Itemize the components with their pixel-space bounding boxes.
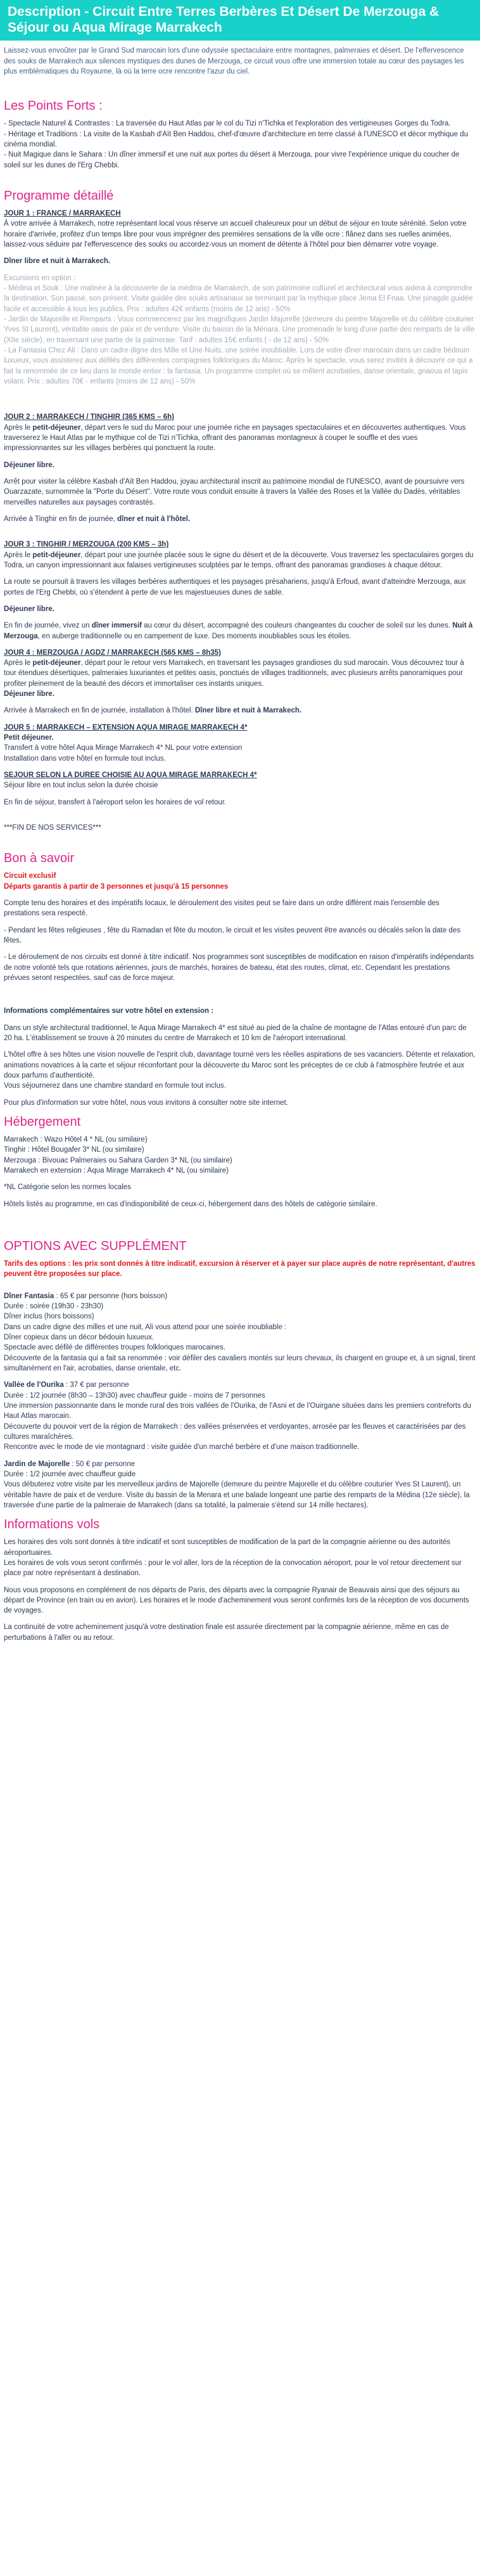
- day-1: [4, 209, 476, 387]
- informations-vols-heading: Informations vols: [4, 1517, 100, 1532]
- hebergement-note: *NL Catégorie selon les normes locales: [4, 1183, 131, 1192]
- day-4-lead: [4, 658, 476, 689]
- day-5-breakfast: Petit déjeuner.: [4, 734, 54, 742]
- stay-line: Séjour libre en tout inclus selon la durée choisie: [4, 782, 158, 790]
- text-fragment: , départ pour le retour vers Marrakech, en traversant les paysages grandioses du sud marocain. Vous découvrez tour à tour étendues désertiques, palmeraies luxuriantes et petites oasis, ponctués de villages traditionnels, avec plusieurs arrêts panoramiques pour profiter pleinement de la beauté des décors et immortaliser ces instants uniques.: [4, 659, 464, 688]
- vols-para: La continuité de votre acheminement jusqu'à votre destination finale est assurée directement par la compagnie aérienne, même en cas de perturbations à l'aller ou au retour.: [4, 1623, 449, 1642]
- day-5-line: Transfert à votre hôtel Aqua Mirage Marrakech 4* NL pour votre extension: [4, 744, 243, 752]
- option-title-line: [4, 1380, 476, 1390]
- option-price: : 50 € par personne: [70, 1460, 136, 1468]
- option-line: Vous débuterez votre visite par les merveilleux jardins de Majorelle (demeure du peintre Majorelle et du célèbre couturier Yves St Laurent), un véritable havre de paix et de verdure. Visite du bassin de la Menara et une balade longeant une partie des remparts de la Médina (12e siècle), la traversée d'une partie de la palmeraie de Marrakech (dans sa totalité, la palmeraie s'étend sur 14 mille hectares).: [4, 1481, 470, 1509]
- excursions-label: Excursions en option :: [4, 274, 76, 282]
- day-3-lead: [4, 550, 476, 571]
- option-price: : 65 € par personne (hors boisson): [54, 1292, 168, 1300]
- day-3-title: JOUR 3 : TINGHIR / MERZOUGA (200 KMS – 3h): [4, 541, 169, 549]
- day-1-title: JOUR 1 : FRANCE / MARRAKECH: [4, 210, 121, 217]
- options-heading: OPTIONS AVEC SUPPLÉMENT: [4, 1239, 187, 1253]
- option-title: Vallée de l'Ourika: [4, 1381, 64, 1389]
- bon-a-savoir-para: - Le déroulement de nos circuits est donné à titre indicatif. Nos programmes sont susceptibles de modification en raison d'impératifs indépendants de notre volonté tels que rotations aériennes, jours de marchés, horaires de bateau, état des routes, climat, etc. Cependant les prestations prévues seront respectées, sauf cas de force majeur.: [4, 953, 474, 982]
- content: [0, 46, 480, 1643]
- points-forts-item: - Spectacle Naturel & Contrastes : La traversée du Haut Atlas par le col du Tizi n'Tichka et l'exploration des vertigineuses Gorges du Todra.: [4, 120, 451, 128]
- day-2-title: JOUR 2 : MARRAKECH / TINGHIR (365 KMS – 6h): [4, 413, 175, 422]
- text-fragment: Arrivée à Marrakech en fin de journée, installation à l'hôtel.: [4, 707, 195, 715]
- text-fragment: , départ vers le sud du Maroc pour une journée riche en paysages spectaculaires et en découvertes authentiques. Vous traverserez le Haut Atlas par le mythique col de Tizi n'Tichka, offrant des panoramas montagneux à couper le souffle et des vues impressionnantes sur les villages berbères qui ponctuent la route.: [4, 423, 466, 453]
- option-line: Durée : 1/2 journée (8h30 – 13h30) avec chauffeur guide - moins de 7 personnes: [4, 1391, 265, 1400]
- option-diner-fantasia: [4, 1291, 476, 1374]
- points-forts-heading: Les Points Forts :: [4, 99, 103, 113]
- stay-end: En fin de séjour, transfert à l'aéroport selon les horaires de vol retour.: [4, 798, 227, 806]
- day-2-text2: Arrêt pour visiter la célèbre Kasbah d'Aït Ben Haddou, joyau architectural inscrit au patrimoine mondial de l'UNESCO, avant de poursuivre vers Ouarzazate, surnommée la "Porte du Désert". Votre route vous conduit ensuite à travers la Vallée des Roses et la Vallée du Dadès, véritables merveilles naturelles aux paysages contrastés.: [4, 477, 465, 506]
- text-fragment-bold: petit-déjeuner: [32, 423, 81, 432]
- text-fragment: au cœur du désert, accompagné des couleurs changeantes du coucher de soleil sur les dunes.: [141, 622, 453, 630]
- text-fragment-bold: dîner et nuit à l'hôtel.: [117, 515, 191, 523]
- spacer: [4, 177, 476, 182]
- text-fragment-bold: Dîner libre et nuit à Marrakech.: [195, 707, 302, 715]
- intro-text: Laissez-vous envoûter par le Grand Sud marocain lors d'une odyssée spectaculaire entre montagnes, palmeraies et désert. De l'effervescence des souks de Marrakech aux silences mystiques des dunes de Merzouga, ce circuit vous offre une immersion totale au cœur des paysages les plus emblématiques du Royaume, là où la terre ocre rencontre l'azur du ciel.: [4, 47, 464, 76]
- points-forts-item: - Nuit Magique dans le Sahara : Un dîner immersif et une nuit aux portes du désert à Merzouga, pour vivre l'expérience unique du coucher de soleil sur les dunes de l'Erg Chebbi.: [4, 151, 460, 169]
- option-line: Dans un cadre digne des milles et une nuit, Ali vous attend pour une soirée inoubliable :: [4, 1323, 287, 1331]
- option-majorelle: [4, 1459, 476, 1511]
- text-fragment: En fin de journée, vivez un: [4, 622, 92, 630]
- spacer: [4, 989, 476, 1006]
- circuit-exclusif-label: Circuit exclusif: [4, 872, 56, 880]
- stay-section: [4, 770, 476, 808]
- stay-title: SEJOUR SELON LA DUREE CHOISIE AU AQUA MIRAGE MARRAKECH 4*: [4, 771, 257, 780]
- hotel-info-heading: Informations complémentaires sur votre hôtel en extension :: [4, 1007, 214, 1015]
- bon-a-savoir-heading: Bon à savoir: [4, 851, 75, 866]
- end-of-services: ***FIN DE NOS SERVICES***: [4, 824, 101, 832]
- bon-a-savoir-para: Compte tenu des horaires et des impératifs locaux, le déroulement des visites peut se faire dans un ordre différent mais l'ensemble des prestations sera respecté.: [4, 899, 439, 918]
- day-1-excursions: [4, 273, 476, 387]
- text-fragment-bold: dîner immersif: [91, 622, 142, 630]
- text-fragment-bold: petit-déjeuner: [32, 659, 81, 667]
- option-line: Durée : 1/2 journée avec chauffeur guide: [4, 1470, 136, 1478]
- text-fragment: Arrivée à Tinghir en fin de journée,: [4, 515, 117, 523]
- vols-line: Les horaires des vols sont donnés à titre indicatif et sont susceptibles de modification de la part de la compagnie aérienne ou des autorités aéroportuaires.: [4, 1538, 451, 1557]
- day-1-dinner: Dîner libre et nuit à Marrakech.: [4, 257, 111, 266]
- option-details: [4, 1301, 476, 1374]
- option-line: Durée : soirée (19h30 - 23h30): [4, 1302, 104, 1310]
- day-3-text3: [4, 621, 476, 641]
- day-4: [4, 648, 476, 716]
- excursion-item: - Jardin de Majorelle et Remparts : Vous commencerez par les magnifiques Jardin Majorelle (demeure du peintre Majorelle et du célèbre couturier Yves St Laurent), véritable oasis de paix et de verdure. Visite du bassin de la Ménara. Une promenade le long d'une partie des remparts de la ville (XIIe siècle), en traversant une partie de la palmeraie. Tarif : adultes 15€ enfants ( - de 12 ans) - 50%: [4, 315, 475, 344]
- options-warning: Tarifs des options : les prix sont donnés à titre indicatif, excursion à réserver et à payer sur place auprès de notre représentant, d'autres peuvent être proposées sur place.: [4, 1259, 476, 1278]
- excursion-item: - La Fantasia Chez Ali : Dans un cadre digne des Mille et Une Nuits, une soirée inoubliable. Lors de votre dîner marocain dans un cadre bédouin luxueux, vous assisterez aux défilés des différentes compagnies folkloriques du Maroc. Après le spectacle, vous serez invités à découvrir ce qui a fait la renommée de ce lieu dans le monde entier : la fantasia. Un programme complet où se mêlent acrobaties, danse orientale, gnaoua et tapis volant. Prix : adultes 70€ - enfants (moins de 12 ans) - 50%: [4, 346, 473, 385]
- spacer: [4, 1216, 476, 1232]
- day-5: [4, 723, 476, 764]
- text-fragment: Après le: [4, 659, 33, 667]
- hebergement-note: Hôtels listés au programme, en cas d'indisponibilité de ceux-ci, hébergement dans des hôtels de catégorie similaire.: [4, 1200, 377, 1208]
- day-5-line: Installation dans votre hôtel en formule tout inclus.: [4, 754, 166, 763]
- text-fragment: Après le: [4, 423, 33, 432]
- hebergement-item: Tinghir : Hôtel Bougafer 3* NL (ou similaire): [4, 1146, 144, 1154]
- text-fragment-bold: petit-déjeuner: [32, 551, 81, 559]
- day-1-text: À votre arrivée à Marrakech, notre représentant local vous réserve un accueil chaleureux pour un début de séjour en toute sérénité. Selon votre horaire d'arrivée, profitez d'un temps libre pour vous imprégner des premières sensations de la ville ocre : flânez dans ses ruelles animées, laissez-vous séduire par l'effervescence des souks ou accordez-vous un moment de détente à l'hôtel pour bien démarrer votre voyage.: [4, 220, 467, 248]
- day-4-title: JOUR 4 : MERZOUGA / AGDZ / MARRAKECH (565 KMS – 8h35): [4, 648, 221, 657]
- hebergement-heading: Hébergement: [4, 1115, 81, 1129]
- day-3: [4, 539, 476, 641]
- excursion-item: - Médina et Souk : Une matinée à la découverte de la médina de Marrakech, de son patrimoine culturel et architectural vous aidera à comprendre la destination. Son passé, son présent. Visite guidée des souks artisanaux se terminant par la mythique place Jema El Fnaa. Une pinagde guidée facile et accessible à tous les publics. Prix : adultes 42€ enfants (moins de 12 ans) - 50%: [4, 284, 473, 313]
- vols-line: Les horaires de vols vous seront confirmés : pour le vol aller, lors de la réception de la convocation aéroport, pour le vol retour directement sur place par notre représentant à destination.: [4, 1559, 462, 1578]
- option-line: Dîner inclus (hors boissons): [4, 1313, 94, 1321]
- option-line: Rencontre avec le mode de vie montagnard : visite guidée d'un marché berbère et d'une maison traditionnelle.: [4, 1443, 360, 1452]
- bon-a-savoir-para: - Pendant les fêtes religieuses , fête du Ramadan et fête du mouton, le circuit et les visites peuvent être avancés ou décalés selon la date des fêtes.: [4, 926, 461, 945]
- departs-garantis: Départs garantis à partir de 3 personnes et jusqu'à 15 personnes: [4, 882, 229, 891]
- day-2: [4, 412, 476, 524]
- vols-para: [4, 1537, 476, 1578]
- vols-para: Nous vous proposons en complément de nos départs de Paris, des départs avec la compagnie Ryanair de Beauvais ainsi que des séjours au départ de Province (en train ou en avion). Les horaires et le mode d'acheminement vous seront confirmés lors de la réception de vos documents de voyages.: [4, 1586, 469, 1615]
- page-title: Description - Circuit Entre Terres Berbères Et Désert De Merzouga & Séjour ou Aqua Mirage Marrakech: [0, 0, 480, 41]
- spacer: [4, 1286, 476, 1291]
- spacer: [4, 531, 476, 539]
- hotel-info-para: Dans un style architectural traditionnel, le Aqua Mirage Marrakech 4* est situé au pied de la chaîne de montagne de l'Atlas entouré d'un parc de 20 ha. L'établissement se trouve à 20 minutes du centre de Marrakech et 10 km de l'aéroport international.: [4, 1024, 467, 1043]
- day-4-arrival: [4, 705, 476, 716]
- day-5-title: JOUR 5 : MARRAKECH – EXTENSION AQUA MIRAGE MARRAKECH 4*: [4, 723, 248, 731]
- hebergement-list: [4, 1135, 476, 1176]
- spacer: [4, 814, 476, 823]
- day-5-lines: [4, 743, 476, 764]
- points-forts-list: [4, 119, 476, 171]
- option-line: Découverte du pouvoir vert de la région de Marrakech : des vallées préservées et verdoyantes, arrosée par les fleuves et caractérisées par des cultures maraîchères.: [4, 1422, 466, 1441]
- hotel-info-line: Vous séjournerez dans une chambre standard en formule tout inclus.: [4, 1082, 226, 1090]
- option-title: Jardin de Majorelle: [4, 1460, 70, 1468]
- option-line: Découverte de la fantasia qui a fait sa renommée : voir défiler des cavaliers montés sur leurs chevaux, ils chargent en groupe et, à un signal, tirent simultanément en l'air, acrobaties, danse orientale, etc.: [4, 1354, 476, 1372]
- hebergement-item: Marrakech : Wazo Hôtel 4 * NL (ou similaire): [4, 1136, 148, 1143]
- hotel-info-para: Pour plus d'information sur votre hôtel, nous vous invitons à consulter notre site internet.: [4, 1098, 289, 1107]
- day-2-arrival: [4, 514, 476, 524]
- option-line: Une immersion passionnante dans le monde rural des trois vallées de l'Ourika, de l'Asni et de l'Ouirgane situées dans les premiers contreforts du Haut Atlas marocain.: [4, 1401, 471, 1420]
- option-line: Spectacle avec défilé de différentes troupes folkloriques marocaines.: [4, 1344, 226, 1352]
- option-details: [4, 1469, 476, 1510]
- hotel-info-line: L'hôtel offre à ses hôtes une vision nouvelle de l'esprit club, davantage tourné vers les réelles aspirations de ses vacanciers. Détente et relaxation, animations novatrices à la carte et séjour réconfortant pour la découverte du Maroc sont les préceptes de ce club à l'atmosphère feutrée et aux doux parfums d'authenticité.: [4, 1051, 476, 1080]
- text-fragment: , en auberge traditionnelle ou en campement de luxe. Des moments inoubliables sous les étoiles.: [37, 632, 351, 640]
- hebergement-item: Marrakech en extension : Aqua Mirage Marrakech 4* NL (ou similaire): [4, 1166, 229, 1175]
- day-2-lead: [4, 423, 476, 454]
- day-2-lunch: Déjeuner libre.: [4, 461, 54, 469]
- day-4-lunch: Déjeuner libre.: [4, 690, 54, 699]
- hotel-info-para: [4, 1050, 476, 1091]
- spacer: [4, 387, 476, 412]
- option-title-line: [4, 1291, 476, 1301]
- text-fragment: Après le: [4, 551, 33, 559]
- option-price: : 37 € par personne: [63, 1381, 129, 1389]
- option-title: Dîner Fantasia: [4, 1292, 54, 1300]
- day-3-text2: La route se poursuit à travers les villages berbères authentiques et les paysages présahariens, jusqu'à Erfoud, avant d'atteindre Merzouga, aux portes de l'Erg Chebbi, où s'étendent à perte de vue les majestueuses dunes de sable.: [4, 578, 466, 596]
- day-3-lunch: Déjeuner libre.: [4, 605, 54, 613]
- option-details: [4, 1391, 476, 1453]
- text-fragment: , départ pour une journée placée sous le signe du désert et de la découverte. Vous traversez les spectaculaires gorges du Todra, un canyon impressionnant aux falaises vertigineuses sculptées par le temps, offrant des panoramas grandioses à chaque détour.: [4, 551, 474, 569]
- option-line: Dîner copieux dans un décor bédouin luxueux.: [4, 1333, 155, 1341]
- hebergement-item: Merzouga : Bivouac Palmeraies ou Sahara Garden 3* NL (ou similaire): [4, 1156, 232, 1164]
- text-fragment-bold: Nuit à Merzouga: [4, 622, 473, 640]
- points-forts-item: - Héritage et Traditions : La visite de la Kasbah d'Aït Ben Haddou, chef-d'œuvre d'architecture en terre classé à l'UNESCO et décor mythique du cinéma mondial.: [4, 130, 469, 149]
- programme-heading: Programme détaillé: [4, 189, 114, 203]
- spacer: [4, 839, 476, 844]
- option-title-line: [4, 1459, 476, 1469]
- option-ourika: [4, 1380, 476, 1452]
